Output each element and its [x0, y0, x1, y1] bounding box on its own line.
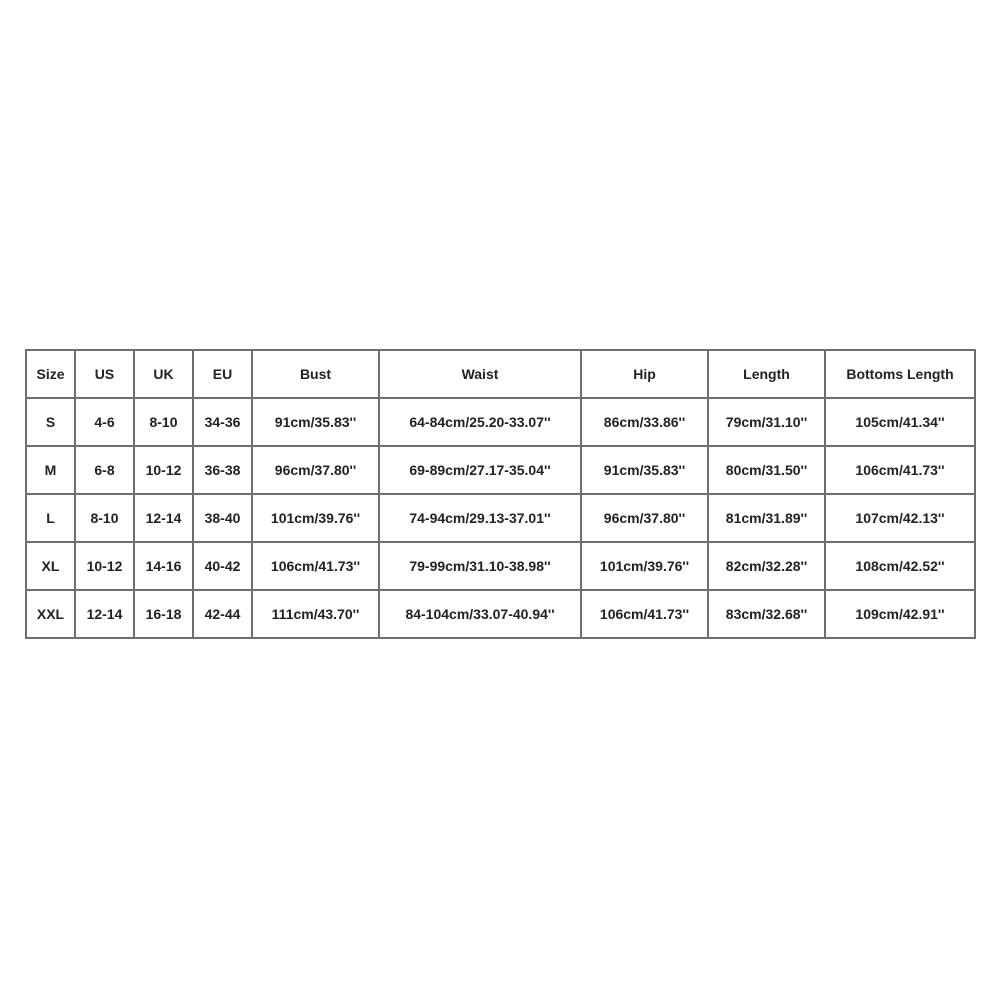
table-cell: 12-14: [134, 494, 193, 542]
table-cell: 38-40: [193, 494, 252, 542]
table-cell: 105cm/41.34'': [825, 398, 975, 446]
header-row: [26, 350, 975, 398]
table-cell: L: [26, 494, 75, 542]
table-cell: 109cm/42.91'': [825, 590, 975, 638]
table-cell: 106cm/41.73'': [581, 590, 708, 638]
table-cell: 91cm/35.83'': [252, 398, 379, 446]
table-row: [26, 398, 975, 446]
header-cell-us: US: [75, 350, 134, 398]
table-cell: 8-10: [134, 398, 193, 446]
table-cell: 10-12: [75, 542, 134, 590]
table-cell: 14-16: [134, 542, 193, 590]
table-cell: 108cm/42.52'': [825, 542, 975, 590]
table-cell: 69-89cm/27.17-35.04'': [379, 446, 581, 494]
table-cell: 106cm/41.73'': [825, 446, 975, 494]
size-chart-table: [25, 349, 976, 639]
table-cell: 81cm/31.89'': [708, 494, 825, 542]
table-cell: 96cm/37.80'': [252, 446, 379, 494]
table-cell: 79cm/31.10'': [708, 398, 825, 446]
table-cell: XL: [26, 542, 75, 590]
table-cell: 96cm/37.80'': [581, 494, 708, 542]
table-cell: S: [26, 398, 75, 446]
table-cell: 107cm/42.13'': [825, 494, 975, 542]
table-cell: 8-10: [75, 494, 134, 542]
table-cell: 42-44: [193, 590, 252, 638]
table-cell: 4-6: [75, 398, 134, 446]
header-cell-bust: Bust: [252, 350, 379, 398]
table-row: [26, 446, 975, 494]
table-cell: 80cm/31.50'': [708, 446, 825, 494]
header-cell-waist: Waist: [379, 350, 581, 398]
table-cell: 106cm/41.73'': [252, 542, 379, 590]
table-cell: 64-84cm/25.20-33.07'': [379, 398, 581, 446]
table-cell: 40-42: [193, 542, 252, 590]
table-cell: 101cm/39.76'': [581, 542, 708, 590]
table-cell: 36-38: [193, 446, 252, 494]
table-cell: 83cm/32.68'': [708, 590, 825, 638]
table-cell: 10-12: [134, 446, 193, 494]
table-cell: 16-18: [134, 590, 193, 638]
header-cell-uk: UK: [134, 350, 193, 398]
table-cell: M: [26, 446, 75, 494]
header-cell-size: Size: [26, 350, 75, 398]
table-cell: 86cm/33.86'': [581, 398, 708, 446]
table-cell: 79-99cm/31.10-38.98'': [379, 542, 581, 590]
table-cell: 111cm/43.70'': [252, 590, 379, 638]
table-row: [26, 494, 975, 542]
header-cell-length: Length: [708, 350, 825, 398]
table-row: [26, 542, 975, 590]
table-cell: 12-14: [75, 590, 134, 638]
table-cell: 74-94cm/29.13-37.01'': [379, 494, 581, 542]
table-cell: 34-36: [193, 398, 252, 446]
table-cell: 101cm/39.76'': [252, 494, 379, 542]
table-cell: 6-8: [75, 446, 134, 494]
table-cell: 91cm/35.83'': [581, 446, 708, 494]
header-cell-hip: Hip: [581, 350, 708, 398]
table-cell: 84-104cm/33.07-40.94'': [379, 590, 581, 638]
table-row: [26, 590, 975, 638]
header-cell-bottoms-length: Bottoms Length: [825, 350, 975, 398]
table-cell: XXL: [26, 590, 75, 638]
header-cell-eu: EU: [193, 350, 252, 398]
table-cell: 82cm/32.28'': [708, 542, 825, 590]
